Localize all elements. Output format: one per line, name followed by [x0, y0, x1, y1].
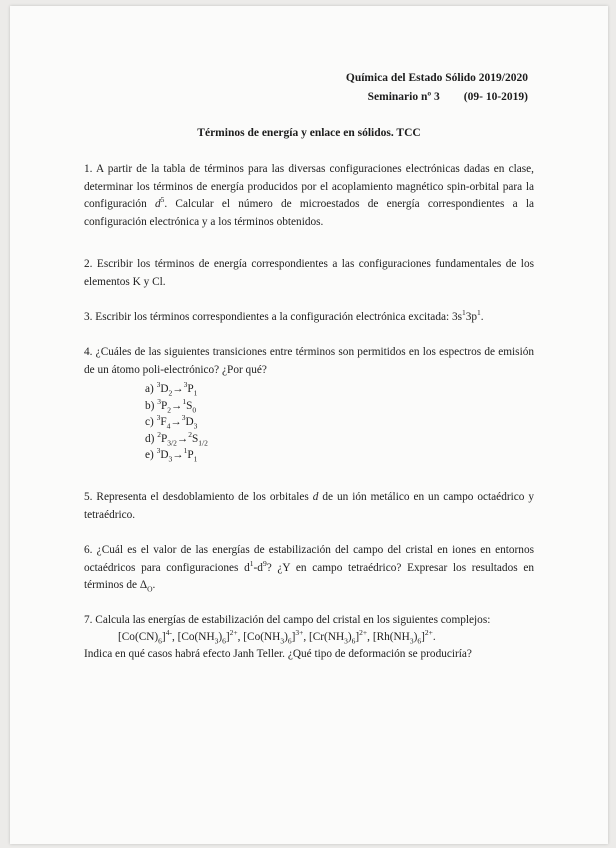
question-1: 1. A partir de la tabla de términos para las diversas configuraciones electrónicas dadas en clase, determinar los términos de energía producidos por el acoplamiento magnético spin-orbital para la configuración $d^5$. Calcular el número de microestados de energía correspondientes a la configuración electrónica y a los términos obtenidos.	[84, 163, 535, 228]
page-title: Términos de energía y enlace en sólidos. TCC	[197, 127, 421, 139]
complex-list	[84, 629, 534, 646]
question-7-outro: Indica en qué casos habrá efecto Janh Teller. ¿Qué tipo de deformación se produciría?	[84, 648, 472, 660]
question-5: 5. Representa el desdoblamiento de los orbitales d de un ión metálico en un campo octaédrico y tetraédrico.	[84, 491, 535, 521]
complex-4: $[Cr(NH_3)_6]^{2+}$,	[309, 628, 373, 646]
seminar-header	[368, 91, 528, 103]
transition-options	[145, 381, 208, 464]
question-6: 6. ¿Cuál es el valor de las energías de estabilización del campo del cristal en iones en entornos octaédricos para configuraciones $d^1-d^9$? ¿Y en campo tetraédrico? Expresar los resultados en términos de $\Delta_O$.	[84, 544, 534, 594]
complex-1: $[Co(CN)_6]^{4-}$,	[118, 628, 178, 646]
question-7-intro: 7. Calcula las energías de estabilización del campo del cristal en los siguientes complejos:	[84, 614, 491, 626]
question-4: 4. ¿Cuáles de las siguientes transiciones entre términos son permitidos en los espectros de emisión de un átomo poli-electrónico? ¿Por qué?	[84, 346, 534, 376]
question-2: 2. Escribir los términos de energía correspondientes a las configuraciones fundamentales de los elementos K y Cl.	[84, 258, 534, 288]
option-d: d) $^2P_{3/2}\to^2S_{1/2}$	[145, 429, 208, 447]
option-c: c) $^3F_4\to^3D_3$	[145, 413, 198, 431]
course-title: Química del Estado Sólido 2019/2020	[345, 72, 528, 84]
option-a: a) $^3D_2\to^3P_1$	[145, 380, 198, 398]
seminar-date: (09- 10-2019)	[463, 91, 528, 103]
seminar-number: Seminario nº 3	[367, 91, 440, 103]
option-e: e) $^3D_3\to^1P_1$	[145, 446, 198, 464]
question-7	[84, 612, 534, 663]
document-page	[10, 6, 608, 844]
complex-3: $[Co(NH_3)_6]^{3+}$,	[243, 628, 309, 646]
question-3: 3. Escribir los términos correspondientes a la configuración electrónica excitada: $3s^13p^1$.	[84, 308, 484, 323]
complex-5: $[Rh(NH_3)_6]^{2+}$.	[372, 628, 436, 646]
option-b: b) $^3P_2\to^1S_0$	[145, 396, 197, 414]
complex-2: $[Co(NH_3)_6]^{2+}$,	[177, 628, 244, 646]
